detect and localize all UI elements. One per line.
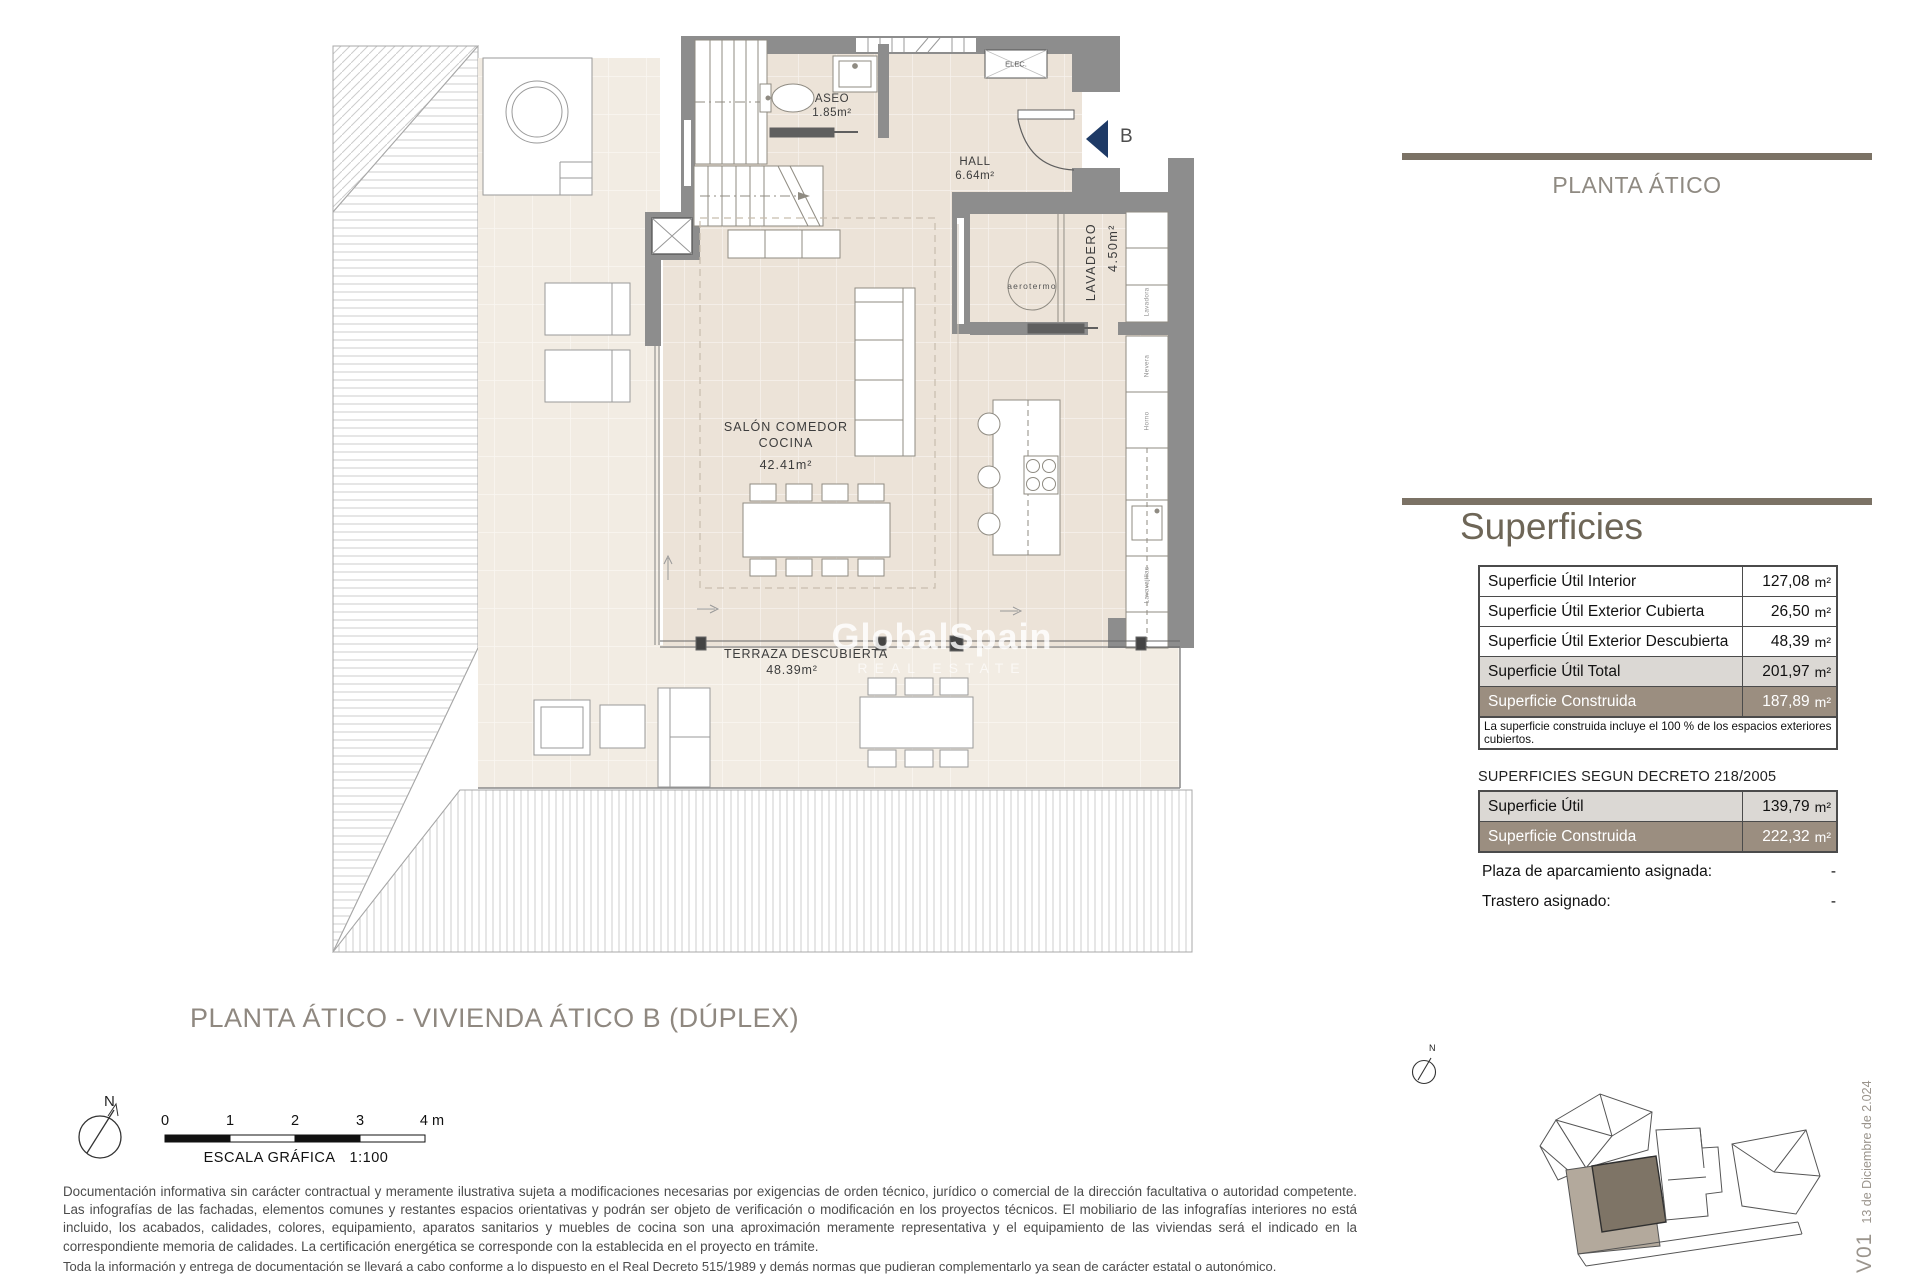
scale-tick: 0 [160,1113,170,1129]
terraza-name: TERRAZA DESCUBIERTA [723,647,889,661]
scale-tick: 1 [225,1113,235,1129]
entrance-letter: B [1120,126,1133,147]
table-row-total [1480,657,1836,687]
cabinet-label-nevera: Nevera [1143,354,1151,378]
row-unit: m² [1814,603,1831,620]
storage-label: Trastero asignado: [1482,893,1611,910]
row-value: 187,89 [1762,692,1810,710]
lavadero-label: LAVADERO [1084,222,1098,302]
cabinet-label-lavavajillas: Lavavajillas [1143,566,1151,604]
watermark-line2: REAL ESTATE [857,660,1027,676]
row-label: Superficie Útil [1488,797,1584,815]
surfaces-rule [1402,498,1872,505]
row-value: 127,08 [1762,572,1810,590]
decree-table [1478,790,1838,853]
version-stamp [1853,1080,1877,1273]
version-number: V01 [1853,1232,1876,1273]
row-value: 48,39 [1770,632,1810,650]
row-label: Superficie Útil Exterior Cubierta [1488,602,1705,620]
disclaimer-1: Documentación informativa sin carácter contractual y meramente ilustrativa sujeta a modificaciones necesarias por exigencias de orden técnico, jurídico o comercial de la dirección facultativa o autoridad competente. Las infografías de las fachadas, elementos comunes y restantes espacios orientativas y podrán ser objeto de verificación o modificación en los proyectos técnicos. El mobiliario de las infografías interiores no está incluido, los acabados, calidades, colores, equipamiento, aparatos sanitarios y muebles de cocina son una aproximación meramente representativa y el equipamiento de las viviendas será el indicado en la correspondiente memoria de calidades. La certificación energética se corresponde con la establecida en el proyecto en trámite. [63,1184,1357,1254]
floor-title: PLANTA ÁTICO [1552,172,1722,198]
disclaimer-2: Toda la información y entrega de documentación se llevará a cabo conforme a lo dispuesto en el Real Decreto 515/1989 y demás normas que pudieran complementarlo ya sean de carácter estatal o autonómico. [63,1259,1277,1274]
storage-value: - [1830,893,1836,910]
aseo-area: 1.85m² [812,107,852,120]
row-value: 26,50 [1770,602,1810,620]
terraza-area: 48.39m² [766,662,818,677]
surfaces-table [1478,565,1838,750]
table-row-built [1480,687,1836,717]
row-unit: m² [1814,828,1831,845]
row-unit: m² [1814,633,1831,650]
table-row [1480,597,1836,627]
scale-tick: 3 [355,1113,365,1129]
aerotermo-label: aerotermo [1007,281,1057,291]
row-label: Superficie Construida [1488,827,1637,845]
row-label: Superficie Útil Interior [1488,572,1637,590]
scale-caption-text: ESCALA GRÁFICA [203,1150,336,1166]
version-date: 13 de Diciembre de 2.024 [1860,1080,1874,1224]
page-title: PLANTA ÁTICO - VIVIENDA ÁTICO B (DÚPLEX) [190,1003,800,1033]
watermark-line1: GlobalSpain [831,616,1053,657]
salon-area: 42.41m² [759,458,813,473]
hall-label [955,155,994,184]
compass-right-icon [1413,1058,1436,1084]
salon-name-1: SALÓN COMEDOR [723,420,849,434]
table-row [1480,567,1836,597]
table-row-built [1480,822,1836,851]
cabinet-label-lavadora: Lavadora [1143,287,1151,317]
row-unit: m² [1814,573,1831,590]
salon-name-2: COCINA [758,435,814,450]
entrance-arrow [1086,120,1108,158]
surfaces-heading: Superficies [1460,506,1644,547]
elec-label: ELEC. [1005,59,1027,69]
scale-caption [165,1150,427,1166]
surfaces-note: La superficie construida incluye el 100 % de los espacios exteriores cubiertos. [1480,717,1836,748]
table-row [1480,792,1836,822]
lavadero-area: 4.50m² [1106,224,1120,272]
row-label: Superficie Útil Exterior Descubierta [1488,632,1729,650]
scale-bar-graphic [165,1135,425,1142]
storage-line [1482,893,1836,911]
decree-title: SUPERFICIES SEGUN DECRETO 218/2005 [1478,769,1777,785]
site-plan [1540,1094,1820,1266]
parking-line [1482,863,1836,881]
aseo-label [812,92,851,121]
hall-area: 6.64m² [955,170,995,183]
parking-value: - [1830,863,1836,880]
row-unit: m² [1814,693,1831,710]
row-unit: m² [1814,663,1831,680]
scale-ratio: 1:100 [349,1150,389,1166]
terraza-label [724,647,888,678]
compass-left-icon [79,1104,121,1158]
parking-label: Plaza de aparcamiento asignada: [1482,863,1713,880]
row-unit: m² [1814,798,1831,815]
cabinet-label-horno: Horno [1143,411,1151,431]
header-rule [1402,153,1872,160]
north-letter-right: N [1429,1043,1436,1053]
table-row [1480,627,1836,657]
row-label: Superficie Construida [1488,692,1637,710]
north-letter-left: N [104,1093,115,1110]
hall-name: HALL [959,156,991,168]
scale-tick: 4 m [419,1113,445,1129]
aseo-name: ASEO [814,93,850,105]
row-label: Superficie Útil Total [1488,662,1621,680]
row-value: 222,32 [1762,827,1810,845]
row-value: 201,97 [1762,662,1810,680]
row-value: 139,79 [1762,797,1810,815]
scale-tick: 2 [290,1113,300,1129]
salon-label [724,420,848,474]
